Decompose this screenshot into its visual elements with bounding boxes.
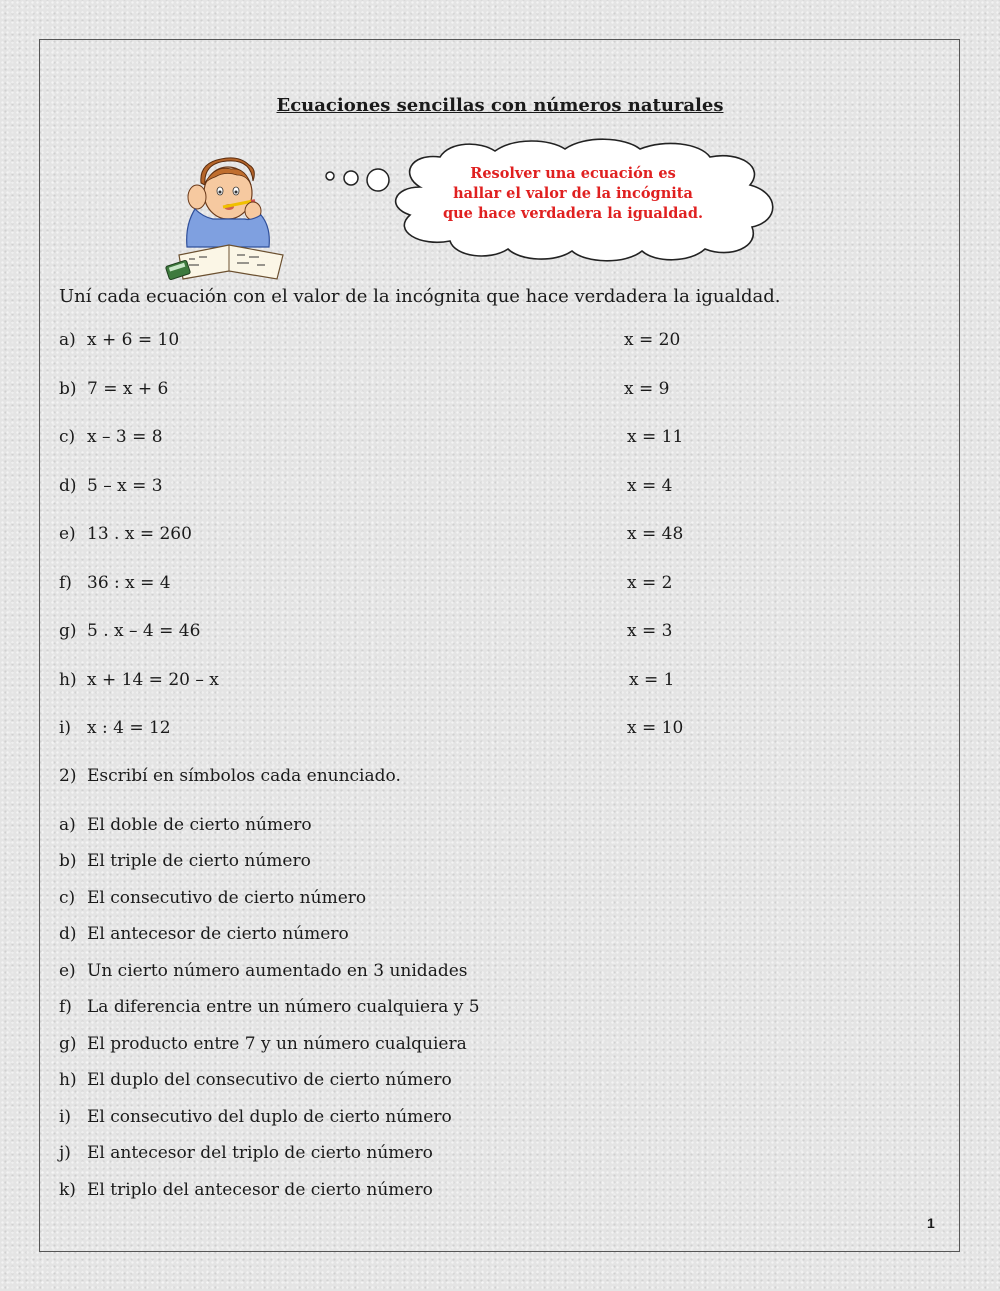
equation-item — [59, 718, 171, 738]
statement-text: El antecesor del triplo de cierto número — [87, 1143, 433, 1163]
equation-item — [59, 476, 163, 496]
item-label: i) — [59, 718, 72, 738]
statement-item — [59, 924, 349, 944]
item-label: c) — [59, 427, 76, 447]
answer-value: x = 2 — [627, 573, 673, 593]
equation-text: x + 6 = 10 — [87, 330, 180, 350]
statement-text: El duplo del consecutivo de cierto número — [87, 1070, 452, 1090]
statement-item — [59, 1143, 433, 1163]
exercise-1-instruction: Uní cada ecuación con el valor de la incógnita que hace verdadera la igualdad. — [59, 286, 781, 307]
item-label: a) — [59, 330, 76, 350]
item-label: d) — [59, 476, 77, 496]
equation-item — [59, 427, 163, 447]
statement-item — [59, 888, 366, 908]
statement-text: El triplo del antecesor de cierto número — [87, 1180, 433, 1200]
statement-text: El triple de cierto número — [87, 851, 311, 871]
equation-item — [59, 670, 219, 690]
item-label: a) — [59, 815, 76, 835]
answer-value: x = 4 — [627, 476, 673, 496]
equation-text: 5 – x = 3 — [87, 476, 163, 496]
statement-item — [59, 1034, 467, 1054]
answer-value: x = 11 — [627, 427, 684, 447]
equation-item — [59, 621, 200, 641]
cloud-definition-text — [420, 164, 726, 224]
item-label: e) — [59, 961, 76, 981]
statement-item — [59, 1107, 452, 1127]
equation-text: x : 4 = 12 — [87, 718, 171, 738]
equation-text: 13 . x = 260 — [87, 524, 192, 544]
item-label: h) — [59, 1070, 77, 1090]
item-label: 2) — [59, 766, 77, 786]
equation-text: x – 3 = 8 — [87, 427, 163, 447]
answer-value: x = 1 — [629, 670, 675, 690]
equation-text: 7 = x + 6 — [87, 379, 169, 399]
equation-text: 36 : x = 4 — [87, 573, 171, 593]
statement-text: El consecutivo de cierto número — [87, 888, 367, 908]
answer-value: x = 9 — [624, 379, 670, 399]
item-label: f) — [59, 997, 72, 1017]
answer-value: x = 20 — [624, 330, 681, 350]
item-label: k) — [59, 1180, 76, 1200]
statement-item — [59, 997, 480, 1017]
cloud-line: Resolver una ecuación es — [470, 165, 676, 182]
item-label: h) — [59, 670, 77, 690]
statement-text: La diferencia entre un número cualquiera y 5 — [87, 997, 480, 1017]
item-label: g) — [59, 621, 77, 641]
equation-item — [59, 379, 168, 399]
answer-value: x = 48 — [627, 524, 684, 544]
item-label: b) — [59, 851, 77, 871]
equation-item — [59, 573, 171, 593]
exercise-2-instruction — [59, 766, 401, 786]
statement-text: Un cierto número aumentado en 3 unidades — [87, 961, 468, 981]
item-label: i) — [59, 1107, 72, 1127]
exercise-2-text: Escribí en símbolos cada enunciado. — [87, 766, 401, 786]
page-number: 1 — [927, 1215, 935, 1231]
statement-text: El producto entre 7 y un número cualquiera — [87, 1034, 467, 1054]
item-label: f) — [59, 573, 72, 593]
equation-item — [59, 524, 192, 544]
item-label: e) — [59, 524, 76, 544]
statement-text: El antecesor de cierto número — [87, 924, 349, 944]
item-label: g) — [59, 1034, 77, 1054]
item-label: c) — [59, 888, 76, 908]
studying-boy-illustration — [165, 155, 295, 285]
statement-item — [59, 851, 311, 871]
equation-text: x + 14 = 20 – x — [87, 670, 219, 690]
cloud-line: que hace verdadera la igualdad. — [442, 205, 704, 222]
equation-item — [59, 330, 179, 350]
item-label: d) — [59, 924, 77, 944]
statement-item — [59, 1180, 433, 1200]
statement-item — [59, 815, 312, 835]
statement-item — [59, 1070, 452, 1090]
page-title: Ecuaciones sencillas con números naturales — [276, 95, 724, 116]
item-label: b) — [59, 379, 77, 399]
answer-value: x = 10 — [627, 718, 684, 738]
item-label: j) — [59, 1143, 71, 1163]
equation-text: 5 . x – 4 = 46 — [87, 621, 201, 641]
statement-text: El consecutivo del duplo de cierto número — [87, 1107, 452, 1127]
statement-item — [59, 961, 468, 981]
answer-value: x = 3 — [627, 621, 673, 641]
statement-text: El doble de cierto número — [87, 815, 312, 835]
cloud-line: hallar el valor de la incógnita — [453, 185, 693, 202]
